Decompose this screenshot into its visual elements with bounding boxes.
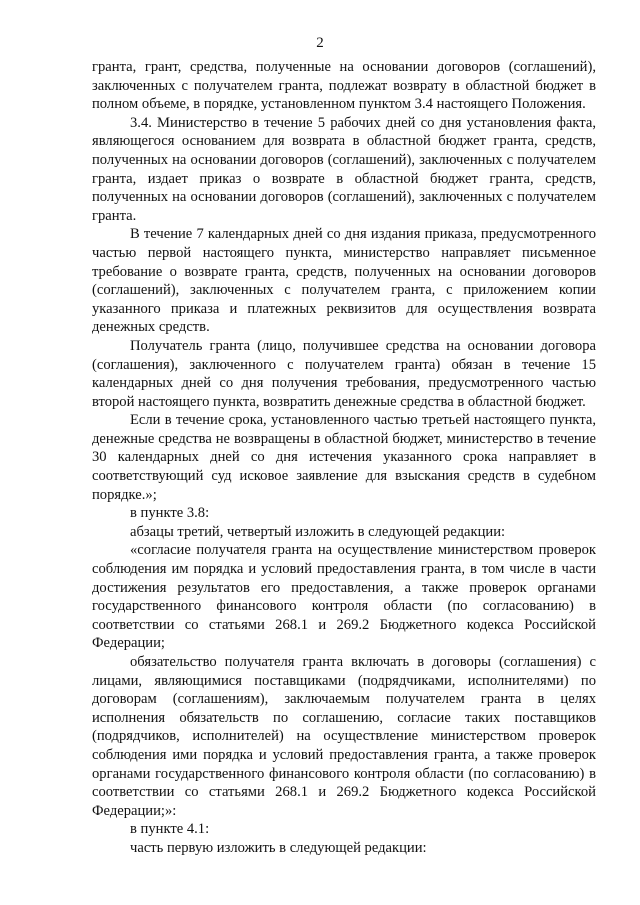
- paragraph-clause-4-1: в пункте 4.1:: [130, 821, 210, 838]
- paragraph-amend-4-1: часть первую изложить в следующей редакции:: [130, 839, 427, 856]
- document-body: [92, 58, 596, 858]
- page-number: 2: [316, 35, 324, 51]
- paragraph-3-4: 3.4. Министерство в течение 5 рабочих дней со дня установления факта, являющегося основанием для возврата в областной бюджет гранта, средств, полученных на основании договоров (соглашений), заключенных с получателем гранта, издает приказ о возврате в областной бюджет гранта, средств, полученных на основании договоров (соглашений), заключенных с получателем гранта.: [92, 114, 596, 224]
- paragraph-clause-3-8: в пункте 3.8:: [130, 505, 210, 522]
- paragraph-continuation: гранта, грант, средства, полученные на основании договоров (соглашений), заключенных с получателем гранта, подлежат возврату в областной бюджет в полном объеме, в порядке, установленном пунктом 3.4 настоящего Положения.: [92, 59, 596, 113]
- paragraph-consent: «согласие получателя гранта на осуществление министерством проверок соблюдения им порядка и условий предоставления гранта, в том числе в части достижения результатов его предоставления, а также проверок органами государственного финансового контроля области (по согласованию) в соответствии со статьями 268.1 и 269.2 Бюджетного кодекса Российской Федерации;: [92, 542, 596, 652]
- paragraph-demand-notice: В течение 7 календарных дней со дня издания приказа, предусмотренного частью первой настоящего пункта, министерство направляет письменное требование о возврате гранта, средств, полученных на основании договоров (соглашений), заключенных с получателем гранта, с приложением копии указанного приказа и платежных реквизитов для осуществления возврата денежных средств.: [92, 226, 596, 336]
- paragraph-court-claim: Если в течение срока, установленного частью третьей настоящего пункта, денежные средства не возвращены в областной бюджет, министерство в течение 30 календарных дней со дня истечения указанного срока направляет в соответствующий суд исковое заявление для взыскания средств в судебном порядке.»;: [92, 412, 596, 503]
- paragraph-amend-3-8: абзацы третий, четвертый изложить в следующей редакции:: [130, 523, 506, 540]
- paragraph-return-obligation: Получатель гранта (лицо, получившее средства на основании договора (соглашения), заключенного с получателем гранта) обязан в течение 15 календарных дней со дня получения требования, предусмотренного частью второй настоящего пункта, возвратить денежные средства в областной бюджет.: [92, 337, 596, 410]
- paragraph-obligation: обязательство получателя гранта включать в договоры (соглашения) с лицами, являющимися поставщиками (подрядчиками, исполнителями) по договорам (соглашениям), заключаемым получателем гранта в целях исполнения обязательств по соглашению, согласие таких поставщиков (подрядчиков, исполнителей) на осуществление министерством проверок соблюдения ими порядка и условий предоставления гранта, а также проверок органами государственного финансового контроля области (по согласованию) в соответствии со статьями 268.1 и 269.2 Бюджетного кодекса Российской Федерации;»:: [92, 654, 596, 819]
